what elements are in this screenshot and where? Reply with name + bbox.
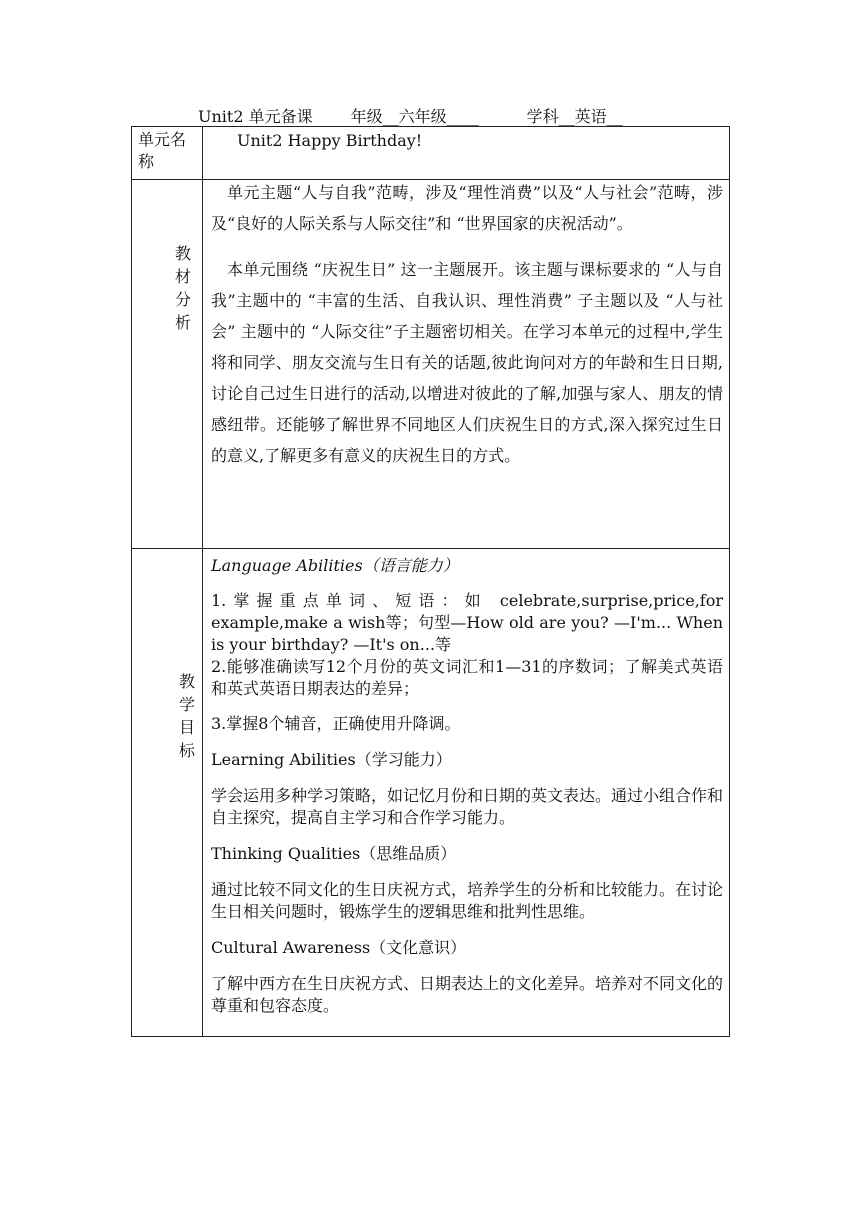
language-abilities-heading: Language Abilities（语言能力） (211, 556, 459, 575)
learning-abilities-heading: Learning Abilities（学习能力） (211, 750, 452, 769)
goals-row (132, 549, 730, 1037)
learning-abilities-text: 学会运用多种学习策略，如记忆月份和日期的英文表达。通过小组合作和自主探究，提高自主学习和合作学习能力。 (211, 786, 724, 827)
lesson-plan-table (131, 126, 730, 1037)
language-item-3: 3.掌握8个辅音，正确使用升降调。 (211, 714, 461, 733)
analysis-row (132, 180, 730, 549)
unit-title: Unit2 单元备课 (198, 107, 313, 126)
unit-name-value: Unit2 Happy Birthday! (237, 131, 423, 150)
language-item-2: 2.能够准确读写12个月份的英文词汇和1—31的序数词；了解美式英语和英式英语日期表达的差异； (211, 657, 723, 698)
unit-name-row (132, 127, 730, 180)
subject-field: 学科__英语__ (526, 107, 623, 126)
cultural-awareness-heading: Cultural Awareness（文化意识） (211, 938, 467, 957)
page-header (198, 104, 623, 127)
analysis-label: 教材分析 (174, 244, 191, 332)
thinking-qualities-text: 通过比较不同文化的生日庆祝方式，培养学生的分析和比较能力。在讨论生日相关问题时，锻炼学生的逻辑思维和批判性思维。 (211, 880, 724, 921)
cultural-awareness-text: 了解中西方在生日庆祝方式、日期表达上的文化差异。培养对不同文化的尊重和包容态度。 (211, 974, 724, 1015)
analysis-paragraph-2: 本单元围绕 “庆祝生日” 这一主题展开。该主题与课标要求的 “人与自我”主题中的 “丰富的生活、自我认识、理性消费” 子主题以及 “人与社会” 主题中的 “人际交往”子主题密切相关。在学习本单元的过程中,学生将和同学、朋友交流与生日有关的话题,彼此询问对方的年龄和生日日期,讨论自己过生日进行的活动,以增进对彼此的了解,加强与家人、朋友的情感纽带。还能够了解世界不同地区人们庆祝生日的方式,深入探究过生日的意义,了解更多有意义的庆祝生日的方式。 (211, 260, 723, 465)
language-item-1: 1.掌握重点单词、短语：如 celebrate,surprise,price,for example,make a wish等；句型—How old are you? —I'm... When is your birthday? —It's on...等 (211, 591, 723, 654)
thinking-qualities-heading: Thinking Qualities（思维品质） (211, 844, 457, 863)
analysis-paragraph-1: 单元主题“人与自我”范畴，涉及“理性消费”以及“人与社会”范畴，涉及“良好的人际关系与人际交往”和 “世界国家的庆祝活动”。 (211, 183, 723, 233)
unit-name-label: 单元名称 (132, 127, 203, 180)
grade-field: 年级__六年级____ (350, 107, 479, 126)
goals-label: 教学目标 (178, 672, 195, 760)
